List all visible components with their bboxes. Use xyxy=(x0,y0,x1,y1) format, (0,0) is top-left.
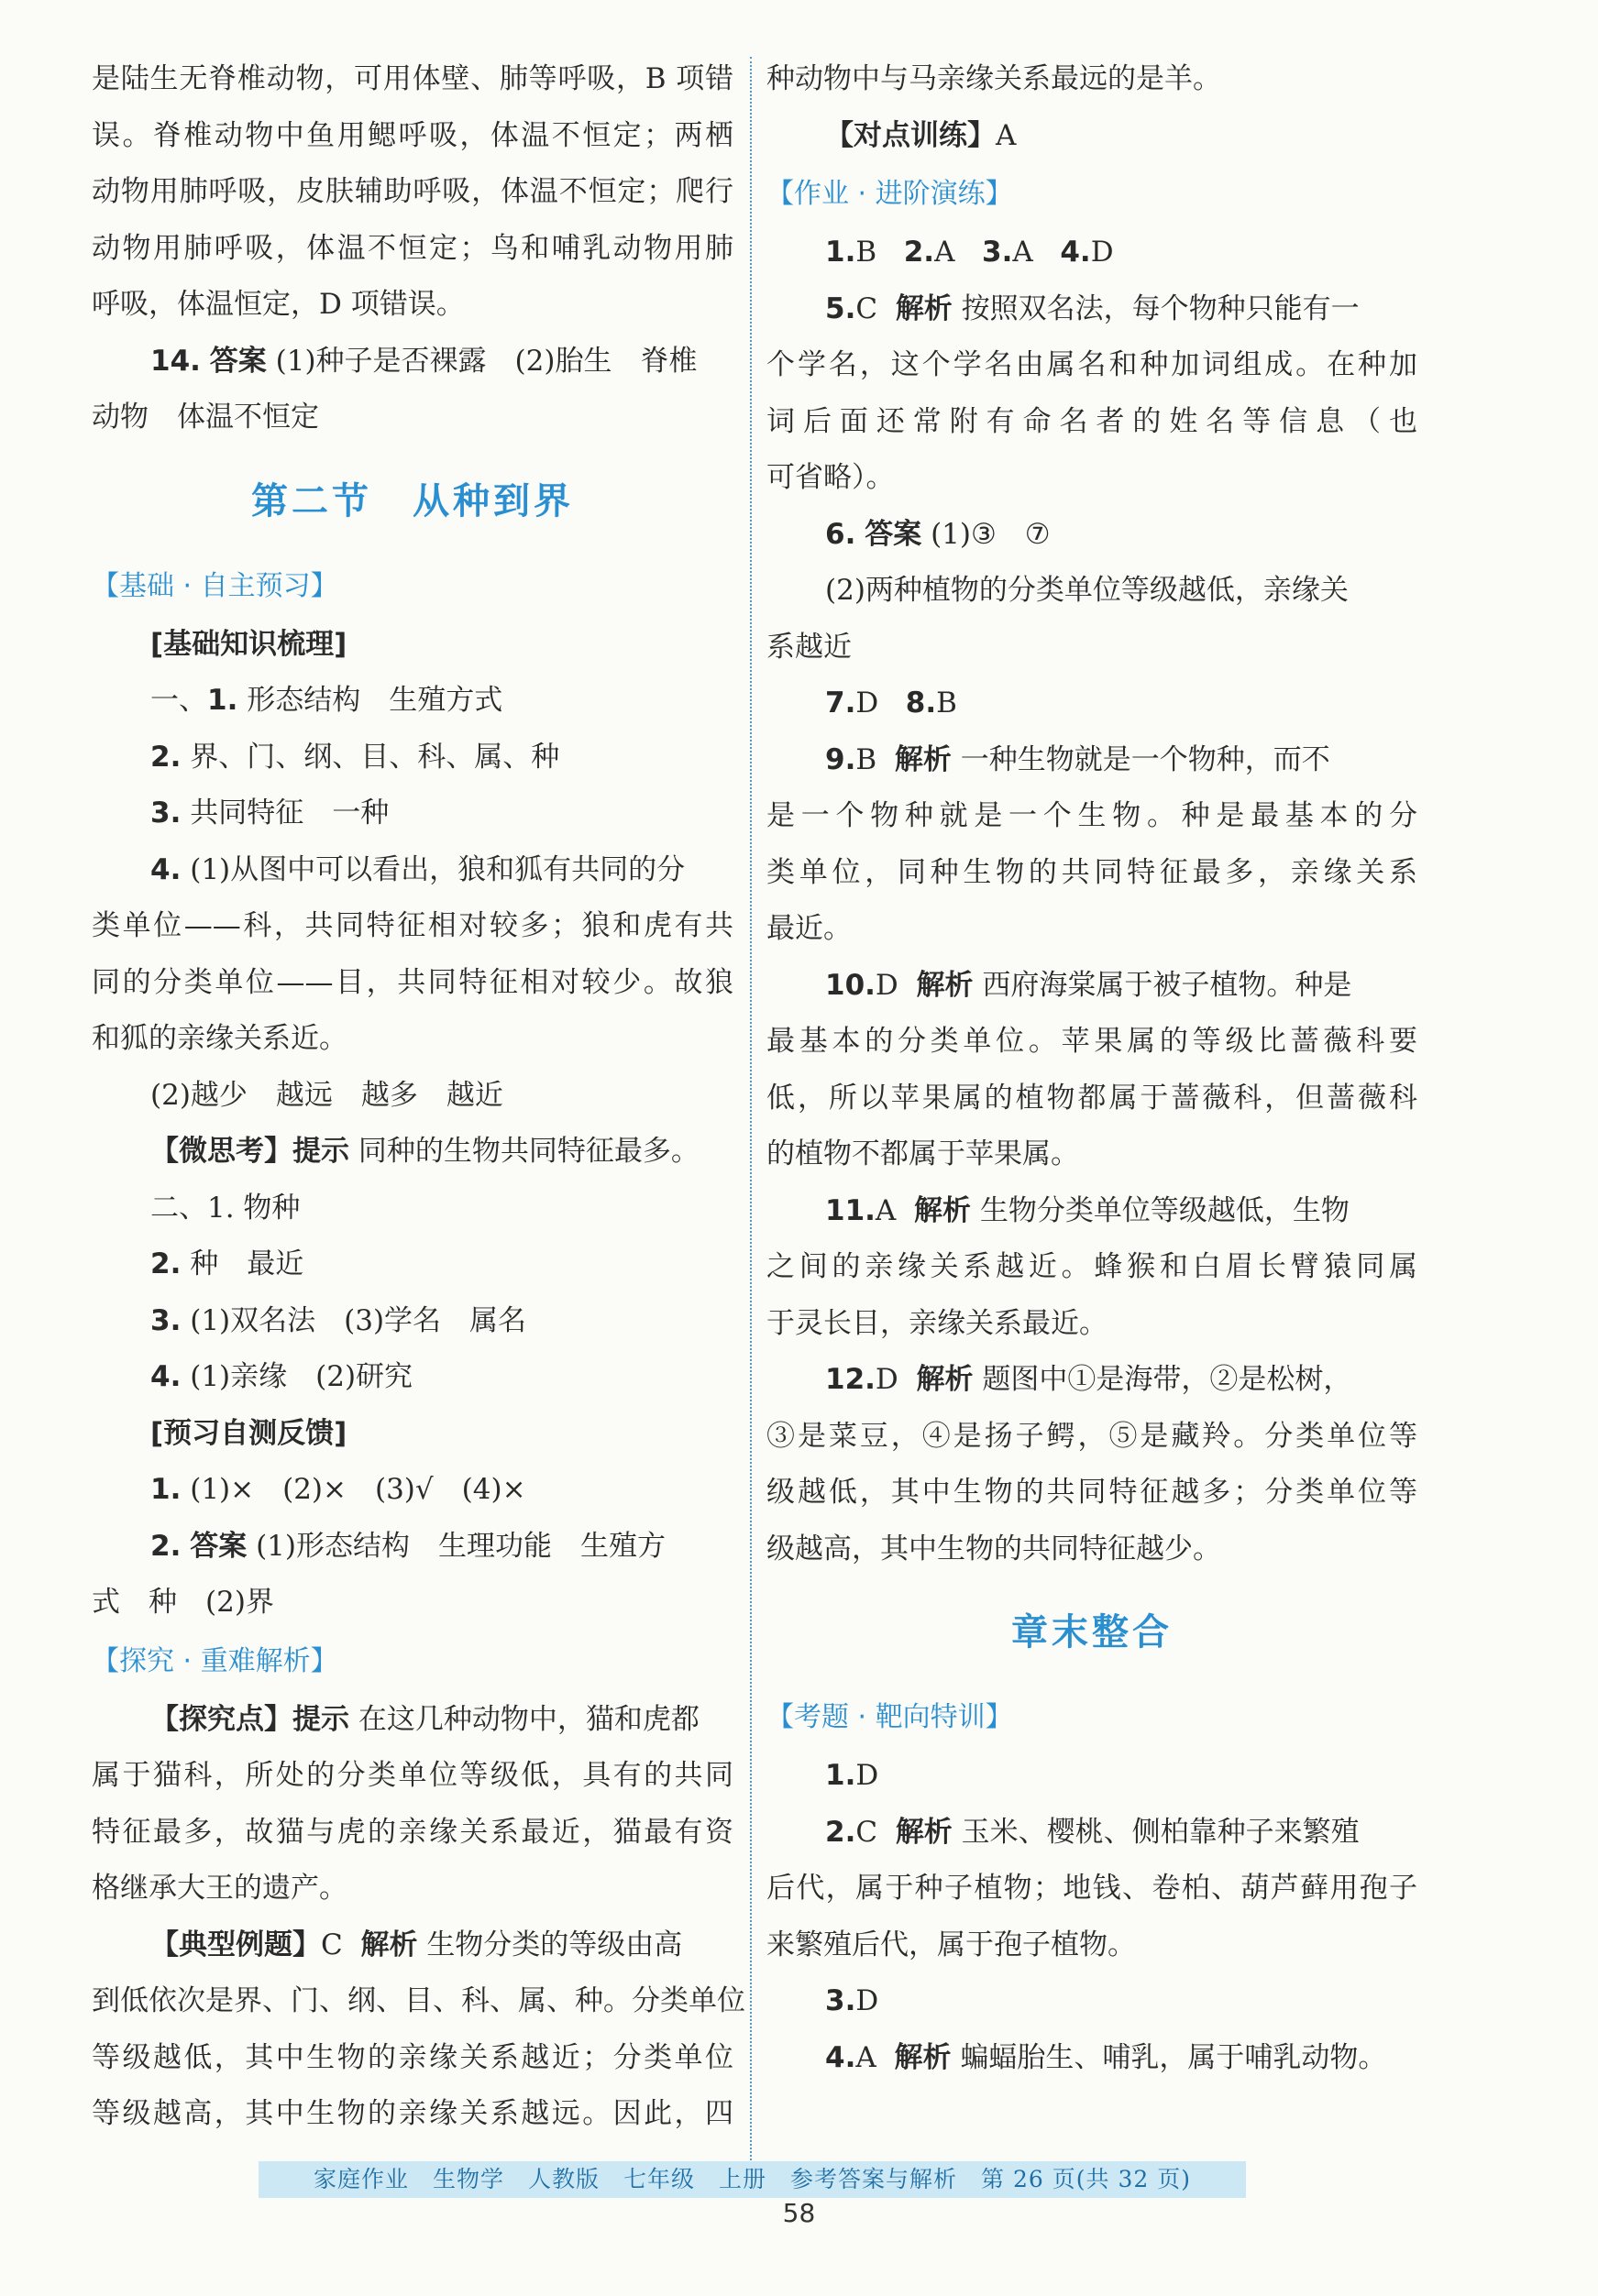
text-line: 种动物中与马亲缘关系最远的是羊。 xyxy=(766,62,1221,95)
text-line: 动物用肺呼吸，体温不恒定；鸟和哺乳动物用肺 xyxy=(92,231,733,265)
answer-label: 答案 xyxy=(209,344,267,378)
text-line: 可省略）。 xyxy=(766,461,895,494)
text-line: 特征最多，故猫与虎的亲缘关系最近，猫最有资 xyxy=(92,1815,733,1849)
answer-10: 10. D 解析 西府海棠属于被子植物。种是 xyxy=(825,968,1352,1002)
text-line: 词后面还常附有命名者的姓名等信息（也 xyxy=(766,404,1417,438)
list-item: 二、1. 物种 xyxy=(150,1191,301,1225)
text-line: 误。脊椎动物中鱼用鳃呼吸，体温不恒定；两栖 xyxy=(92,118,733,152)
subsection-title: [基础知识梳理] xyxy=(150,627,347,661)
answer-row: 3. D xyxy=(825,1984,879,2017)
answer-14 xyxy=(92,334,733,390)
text-line: ③是菜豆，④是扬子鳄，⑤是藏羚。分类单位等 xyxy=(766,1419,1417,1453)
list-item: 2. 种 最近 xyxy=(150,1247,304,1280)
text-line: 同的分类单位——目，共同特征相对较少。故狼 xyxy=(92,965,733,999)
list-item: 4. (1)从图中可以看出，狼和狐有共同的分 xyxy=(150,852,686,886)
text-line: 于灵长目，亲缘关系最近。 xyxy=(766,1306,1108,1340)
list-item: 4. (1)亲缘 (2)研究 xyxy=(150,1360,413,1393)
text-line: 呼吸，体温恒定，D 项错误。 xyxy=(92,288,465,321)
section-heading: 第二节 从种到界 xyxy=(251,479,574,522)
point-training: 【对点训练】 A xyxy=(825,118,1017,152)
text-line: 和狐的亲缘关系近。 xyxy=(92,1022,347,1055)
explore-point: 【探究点】提示 在这几种动物中，猫和虎都 xyxy=(150,1702,700,1736)
exam-answer-2: 2. C 解析 玉米、樱桃、侧柏靠种子来繁殖 xyxy=(825,1815,1360,1849)
list-item: 3. 共同特征 一种 xyxy=(150,796,390,829)
section-tag-exam: 【考题 · 靶向特训】 xyxy=(766,1701,1013,1733)
text-line: 是陆生无脊椎动物，可用体壁、肺等呼吸，B 项错 xyxy=(92,62,733,95)
text-line: 属于猫科，所处的分类单位等级低，具有的共同 xyxy=(92,1759,733,1792)
micro-thinking: 【微思考】提示 同种的生物共同特征最多。 xyxy=(150,1135,700,1168)
text-line: 类单位，同种生物的共同特征最多，亲缘关系 xyxy=(766,855,1417,889)
text-line: 最基本的分类单位。苹果属的等级比蔷薇科要 xyxy=(766,1025,1417,1058)
answer-text: (1)种子是否裸露 (2)胎生 脊椎 xyxy=(275,344,698,378)
answer-5: 5. C 解析 按照双名法，每个物种只能有一 xyxy=(825,291,1360,325)
list-item: 1. (1)× (2)× (3)√ (4)× xyxy=(150,1473,526,1506)
list-item: 3. (1)双名法 (3)学名 属名 xyxy=(150,1303,527,1337)
text-line: 级越高，其中生物的共同特征越少。 xyxy=(766,1532,1221,1565)
text-line: 低，所以苹果属的植物都属于蔷薇科，但蔷薇科 xyxy=(766,1081,1417,1115)
list-item: 2. 答案 (1)形态结构 生理功能 生殖方 xyxy=(150,1529,666,1563)
question-number: 14. xyxy=(150,344,201,378)
text-line: 格继承大王的遗产。 xyxy=(92,1872,347,1905)
answer-9: 9. B 解析 一种生物就是一个物种，而不 xyxy=(825,742,1330,776)
text-line: (2)越少 越远 越多 越近 xyxy=(150,1078,503,1112)
subsection-title: [预习自测反馈] xyxy=(150,1416,347,1450)
answer-row: 1. D xyxy=(825,1759,879,1792)
list-item: 2. 界、门、纲、目、科、属、种 xyxy=(150,740,560,774)
text-line: 类单位——科，共同特征相对较多；狼和虎有共 xyxy=(92,909,733,942)
text-line: 到低依次是界、门、纲、目、科、属、种。分类单位 xyxy=(92,1984,745,2017)
answer-row: 7. D 8. B xyxy=(825,687,957,720)
text-line: 是一个物种就是一个生物。种是最基本的分 xyxy=(766,799,1417,832)
text-line: 的植物不都属于苹果属。 xyxy=(766,1137,1079,1170)
text-line: 最近。 xyxy=(766,912,852,945)
text-line: 系越近 xyxy=(766,630,852,664)
text-line: 式 种 (2)界 xyxy=(92,1586,274,1619)
section-heading: 章末整合 xyxy=(1011,1611,1173,1653)
column-divider xyxy=(750,57,752,2160)
left-column xyxy=(92,51,745,2143)
text-line: 个学名，这个学名由属名和种加词组成。在种加 xyxy=(766,348,1417,381)
answer-11: 11. A 解析 生物分类单位等级越低，生物 xyxy=(825,1193,1350,1227)
text-line: (2)两种植物的分类单位等级越低，亲缘关 xyxy=(825,574,1349,607)
text-line: 来繁殖后代，属于孢子植物。 xyxy=(766,1928,1136,1961)
list-item: 一、 1. 形态结构 生殖方式 xyxy=(150,684,503,717)
right-column xyxy=(766,51,1417,2086)
page-number: 58 xyxy=(782,2198,816,2228)
text-line: 动物用肺呼吸，皮肤辅助呼吸，体温不恒定；爬行 xyxy=(92,175,733,208)
text-line: 等级越高，其中生物的亲缘关系越远。因此，四 xyxy=(92,2097,733,2130)
exam-answer-4: 4. A 解析 蝙蝠胎生、哺乳，属于哺乳动物。 xyxy=(825,2040,1387,2074)
answer-6: 6. 答案 (1)③ ⑦ xyxy=(825,517,1051,551)
text-line: 级越低，其中生物的共同特征越多；分类单位等 xyxy=(766,1476,1417,1509)
answer-row: 1. B 2. A 3. A 4. D xyxy=(825,236,1114,269)
section-tag-basic: 【基础 · 自主预习】 xyxy=(92,569,338,602)
section-tag-homework: 【作业 · 进阶演练】 xyxy=(766,178,1013,210)
text-line: 之间的亲缘关系越近。蜂猴和白眉长臂猿同属 xyxy=(766,1250,1417,1283)
typical-example: 【典型例题】 C 解析 生物分类的等级由高 xyxy=(150,1928,683,1961)
footer-band: 家庭作业 生物学 人教版 七年级 上册 参考答案与解析 第 26 页(共 32 页) xyxy=(259,2161,1246,2198)
text-line: 动物 体温不恒定 xyxy=(92,401,319,434)
text-line: 等级越低，其中生物的亲缘关系越近；分类单位 xyxy=(92,2040,733,2074)
text-line: 后代，属于种子植物；地钱、卷柏、葫芦藓用孢子 xyxy=(766,1872,1417,1905)
section-tag-explore: 【探究 · 重难解析】 xyxy=(92,1644,338,1677)
answer-12: 12. D 解析 题图中①是海带，②是松树， xyxy=(825,1363,1352,1396)
